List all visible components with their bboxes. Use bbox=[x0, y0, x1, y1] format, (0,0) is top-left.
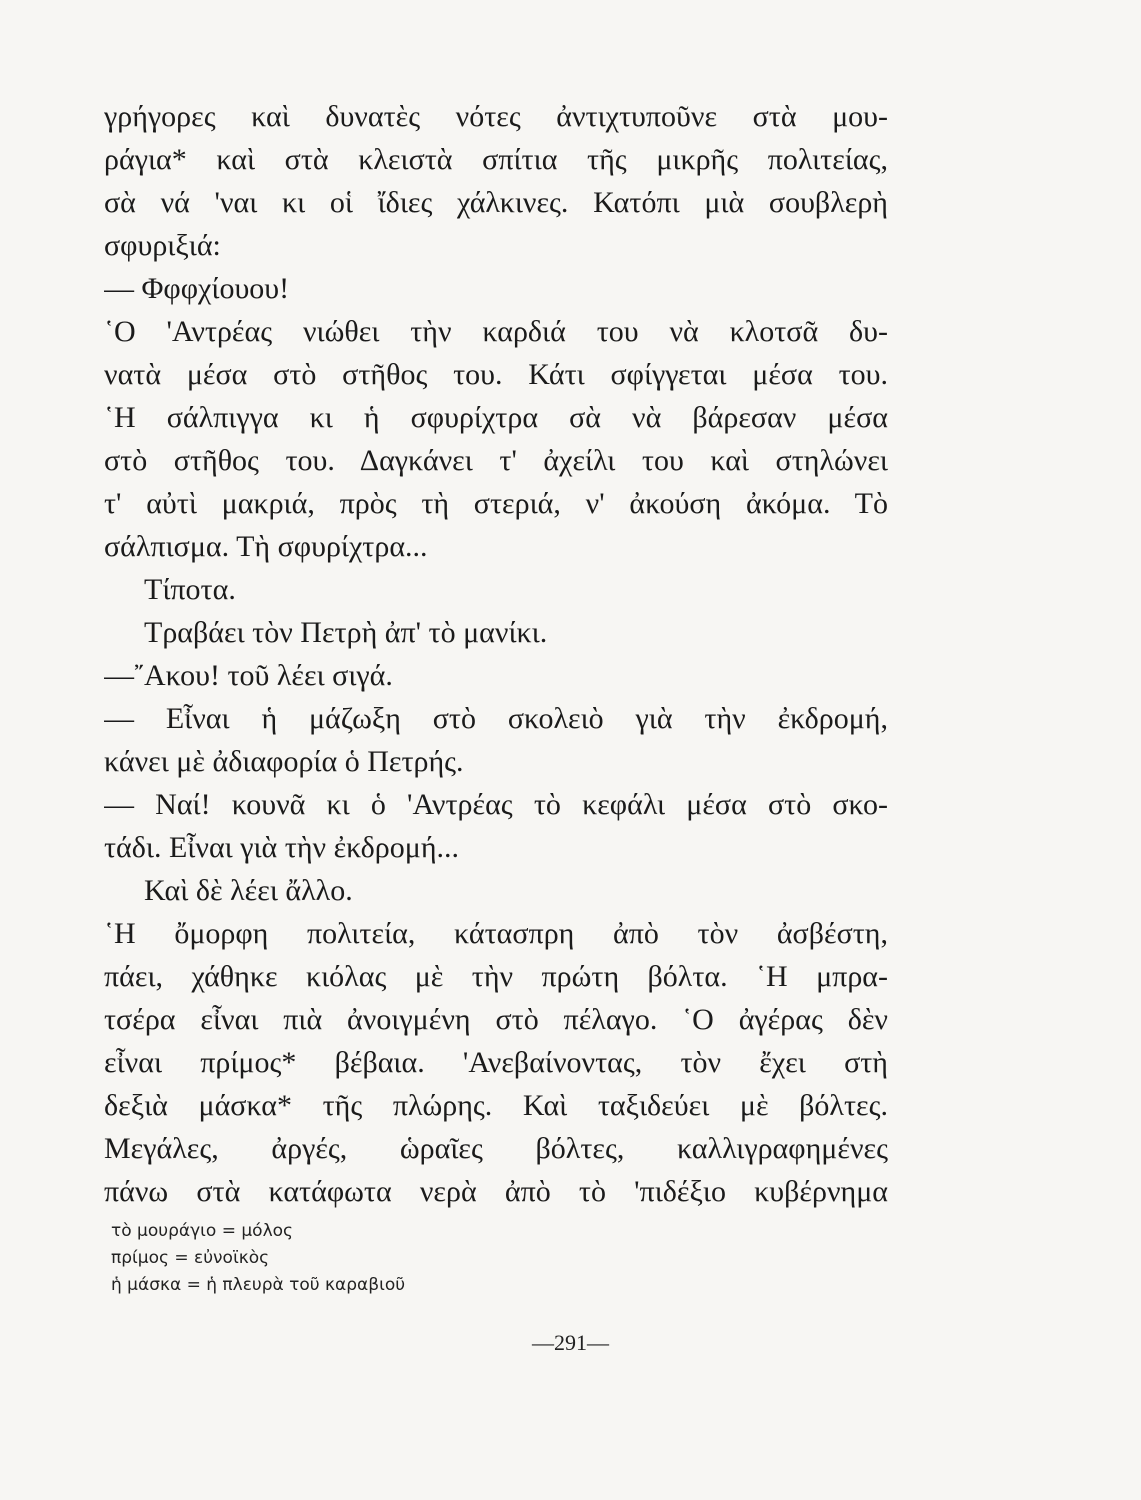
body-text bbox=[104, 95, 888, 1213]
page-number: —291— bbox=[532, 1330, 609, 1355]
text-line: νατὰ μέσα στὸ στῆθος του. Κάτι σφίγγεται μέσα του. bbox=[104, 358, 888, 391]
text-line: Τίποτα. bbox=[144, 573, 236, 606]
text-line: πάει, χάθηκε κιόλας μὲ τὴν πρώτη βόλτα. ῾Η μπρα- bbox=[104, 960, 888, 993]
footnote: ἡ μάσκα = ἡ πλευρὰ τοῦ καραβιοῦ bbox=[111, 1275, 406, 1295]
text-line: ῾Η ὄμορφη πολιτεία, κάτασπρη ἀπὸ τὸν ἀσβέστη, bbox=[104, 917, 888, 950]
text-line: Τραβάει τὸν Πετρὴ ἀπ' τὸ μανίκι. bbox=[144, 616, 548, 649]
text-line: σφυριξιά: bbox=[104, 229, 221, 262]
text-line: ῾Η σάλπιγγα κι ἡ σφυρίχτρα σὰ νὰ βάρεσαν μέσα bbox=[104, 401, 888, 434]
text-line: πάνω στὰ κατάφωτα νερὰ ἀπὸ τὸ 'πιδέξιο κυβέρνημα bbox=[104, 1175, 888, 1208]
text-line: σὰ νά 'ναι κι οἱ ἴδιες χάλκινες. Κατόπι μιὰ σουβλερὴ bbox=[104, 186, 888, 219]
text-line: ράγια* καὶ στὰ κλειστὰ σπίτια τῆς μικρῆς πολιτείας, bbox=[104, 143, 888, 176]
text-line: ῾Ο 'Αντρέας νιώθει τὴν καρδιά του νὰ κλοτσᾶ δυ- bbox=[104, 315, 888, 348]
text-line: δεξιὰ μάσκα* τῆς πλώρης. Καὶ ταξιδεύει μὲ βόλτες. bbox=[104, 1089, 888, 1122]
text-line: τ' αὐτὶ μακριά, πρὸς τὴ στεριά, ν' ἀκούση ἀκόμα. Τὸ bbox=[104, 487, 888, 520]
text-line: γρήγορες καὶ δυνατὲς νότες ἀντιχτυποῦνε στὰ μου- bbox=[104, 100, 888, 133]
footnote: τὸ μουράγιο = μόλος bbox=[111, 1221, 294, 1241]
text-line: τάδι. Εἶναι γιὰ τὴν ἐκδρομή... bbox=[104, 831, 460, 864]
text-line: Μεγάλες, ἀργές, ὡραῖες βόλτες, καλλιγραφημένες bbox=[104, 1132, 888, 1165]
text-line: —῎Ακου! τοῦ λέει σιγά. bbox=[104, 659, 393, 692]
footnote: πρίμος = εὐνοϊκὸς bbox=[111, 1248, 270, 1268]
text-line: στὸ στῆθος του. Δαγκάνει τ' ἀχείλι του καὶ στηλώνει bbox=[104, 444, 888, 477]
text-line: τσέρα εἶναι πιὰ ἀνοιγμένη στὸ πέλαγο. ῾Ο ἀγέρας δὲν bbox=[104, 1003, 888, 1036]
text-line: — Εἶναι ἡ μάζωξη στὸ σκολειὸ γιὰ τὴν ἐκδρομή, bbox=[104, 702, 888, 735]
text-line: εἶναι πρίμος* βέβαια. 'Ανεβαίνοντας, τὸν ἔχει στὴ bbox=[104, 1046, 888, 1079]
footnotes bbox=[111, 1218, 611, 1299]
text-line: σάλπισμα. Τὴ σφυρίχτρα... bbox=[104, 530, 428, 563]
text-line: κάνει μὲ ἀδιαφορία ὁ Πετρής. bbox=[104, 745, 464, 778]
text-line: Καὶ δὲ λέει ἄλλο. bbox=[144, 874, 353, 907]
text-line: — Φφφχίουου! bbox=[104, 272, 290, 305]
text-line: — Ναί! κουνᾶ κι ὁ 'Αντρέας τὸ κεφάλι μέσα στὸ σκο- bbox=[104, 788, 888, 821]
